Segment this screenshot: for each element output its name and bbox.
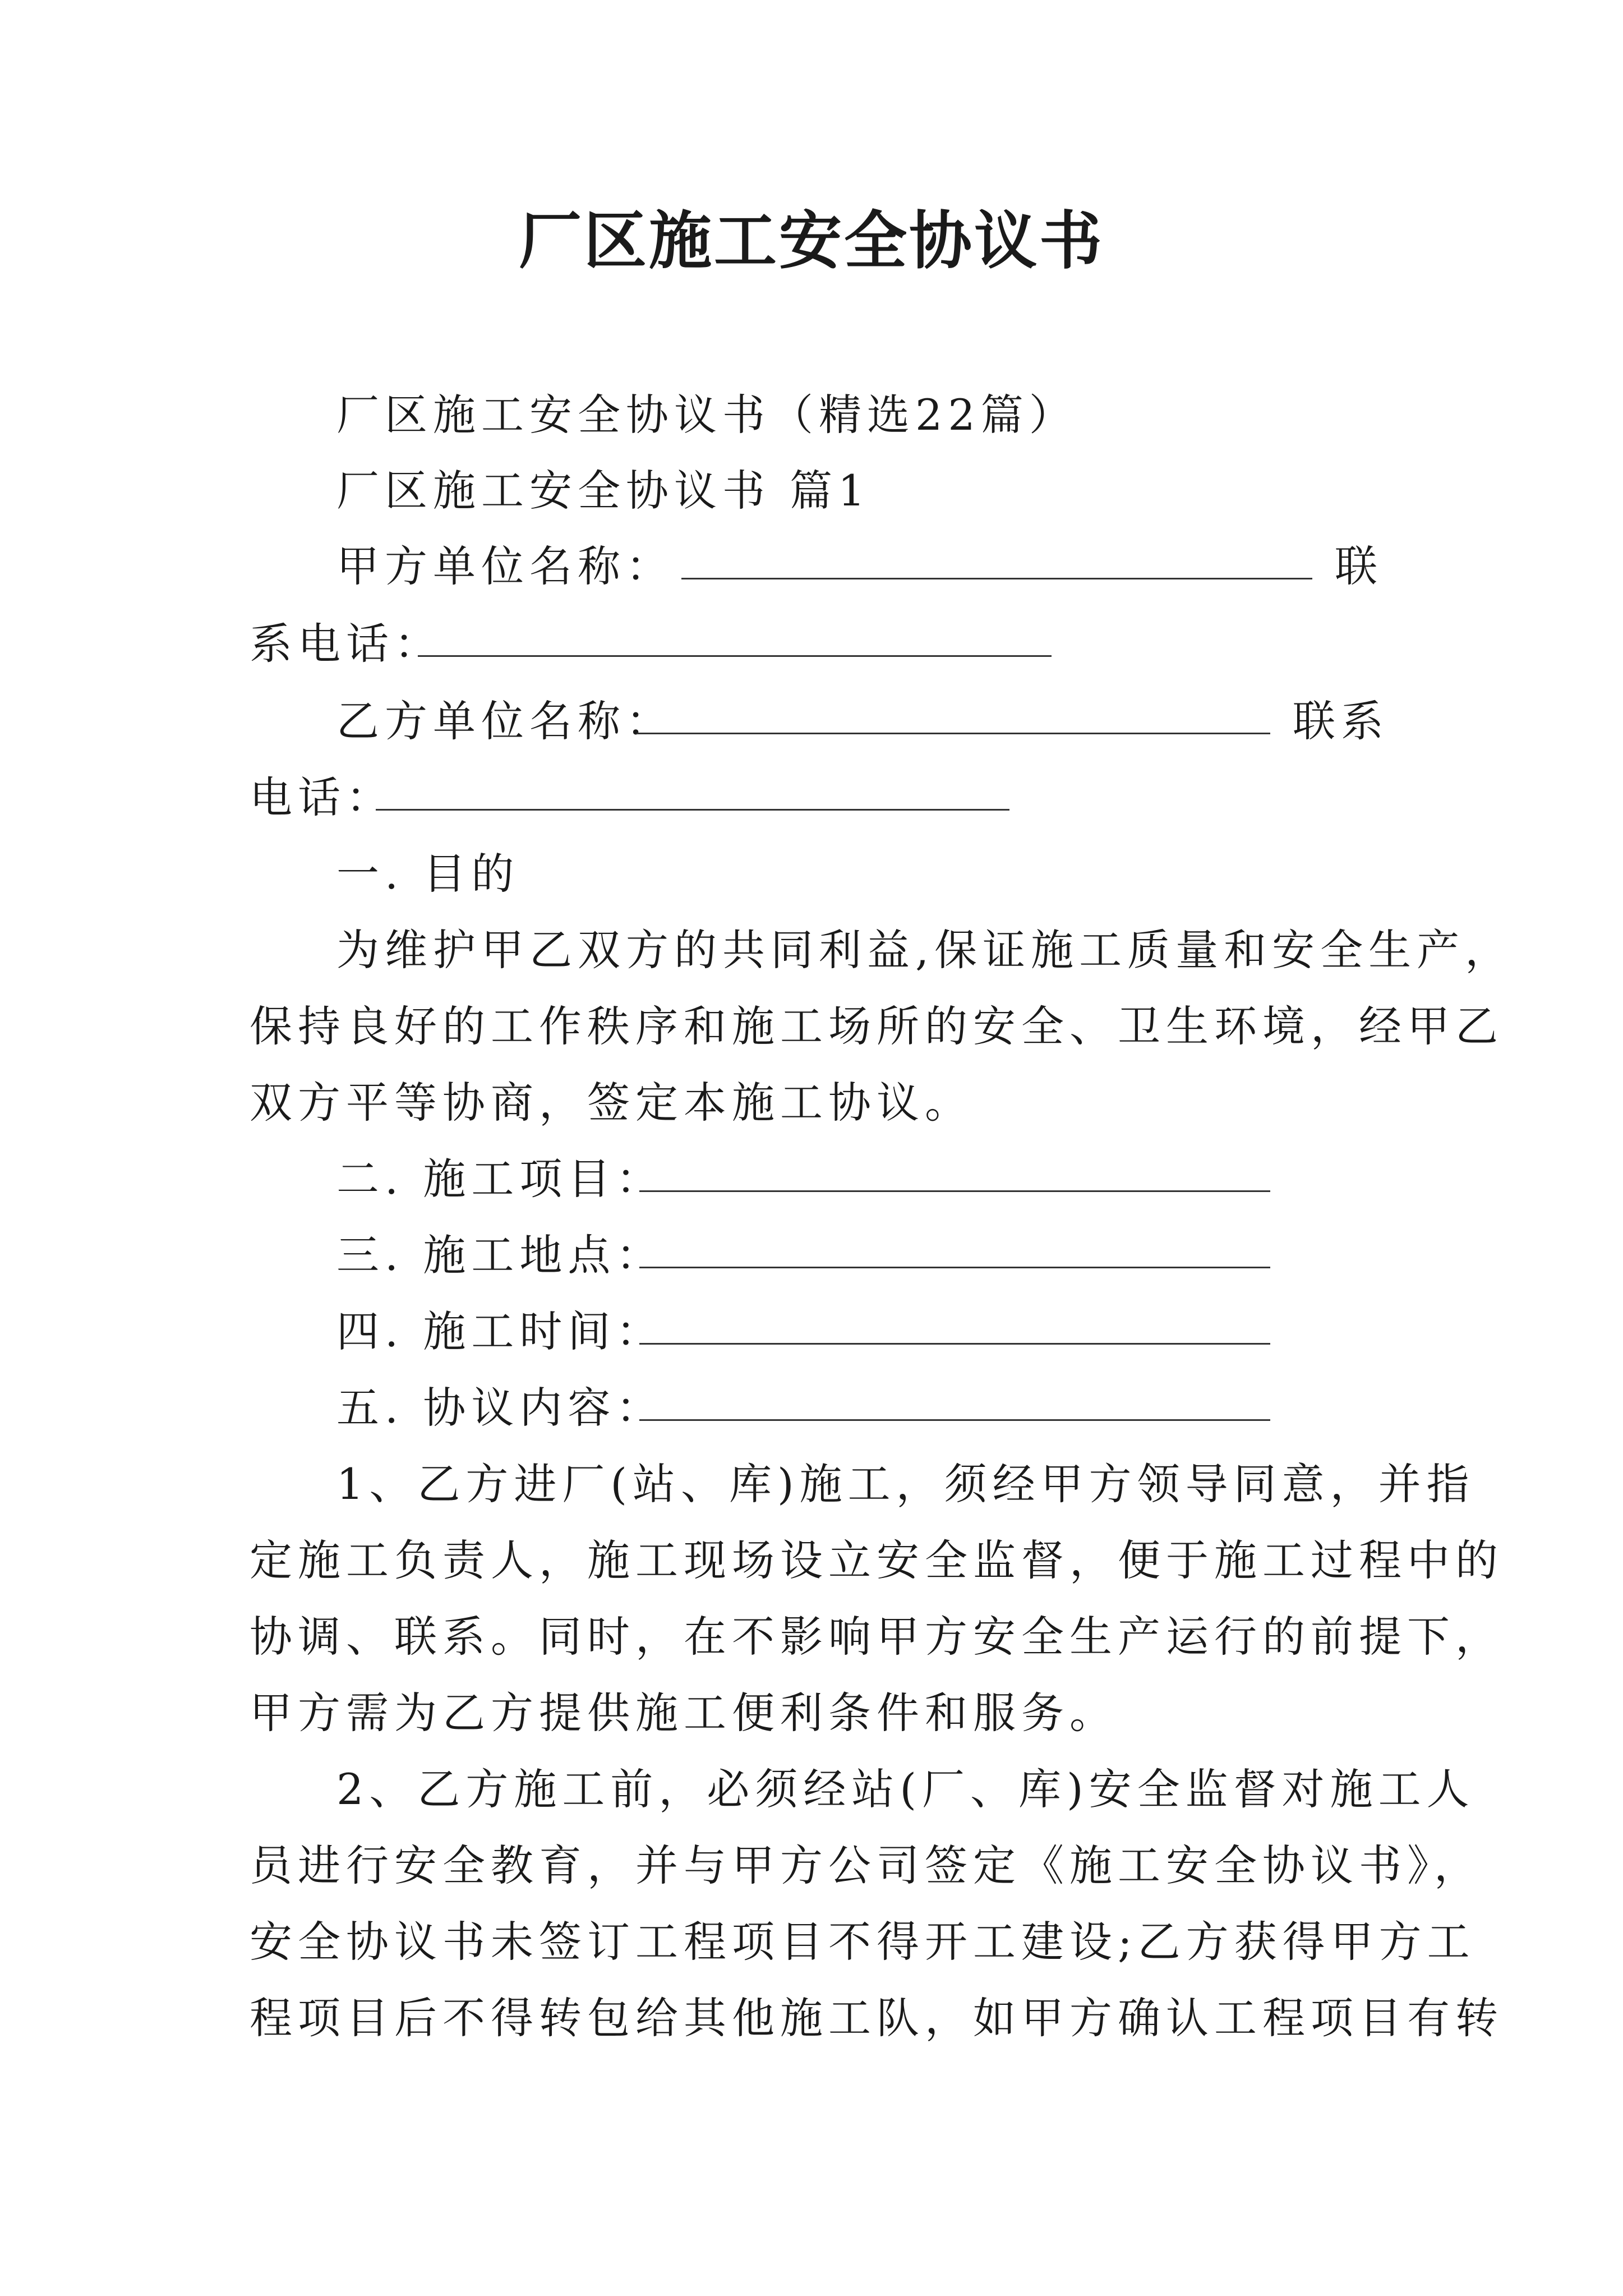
subtitle: 厂区施工安全协议书（精选22篇） — [336, 390, 1077, 440]
party-a-row — [336, 539, 674, 595]
party-a-phone-row — [250, 616, 442, 672]
party-b-label: 乙方单位名称： — [336, 696, 674, 746]
item-time-blank[interactable] — [639, 1304, 1270, 1345]
item-project-blank[interactable] — [639, 1151, 1270, 1192]
clause-1-line: 1、乙方进厂(站、库)施工，须经甲方领导同意，并指 — [336, 1459, 1475, 1509]
item-time: 四. 施工时间： — [336, 1306, 665, 1356]
party-a-phone-blank[interactable] — [418, 616, 1052, 657]
purpose-heading: 一. 目的 — [336, 849, 520, 899]
party-b-phone-blank[interactable] — [376, 770, 1009, 811]
purpose-line: 为维护甲乙双方的共同利益,保证施工质量和安全生产， — [336, 925, 1514, 975]
party-a-name-blank[interactable] — [681, 539, 1312, 579]
clause-2-line: 程项目后不得转包给其他施工队，如甲方确认工程项目有转 — [250, 1993, 1504, 2043]
clause-1-line: 协调、联系。同时，在不影响甲方安全生产运行的前提下， — [250, 1612, 1504, 1662]
clause-2-line: 安全协议书未签订工程项目不得开工建设;乙方获得甲方工 — [250, 1917, 1476, 1967]
party-b-name-blank[interactable] — [637, 693, 1270, 734]
party-b-row — [336, 693, 674, 749]
item-location: 三. 施工地点： — [336, 1230, 665, 1280]
clause-2-line: 2、乙方施工前，必须经站(厂、库)安全监督对施工人 — [336, 1764, 1475, 1814]
clause-1-line: 定施工负责人，施工现场设立安全监督，便于施工过程中的 — [250, 1535, 1504, 1585]
section-heading: 厂区施工安全协议书 篇1 — [336, 466, 871, 516]
party-a-tail: 联 — [1335, 541, 1383, 591]
clause-2-line: 员进行安全教育，并与甲方公司签定《施工安全协议书》， — [250, 1841, 1482, 1890]
party-a-label: 甲方单位名称： — [336, 541, 674, 591]
party-a-phone-label: 系电话： — [250, 619, 442, 669]
item-content-blank[interactable] — [639, 1380, 1270, 1421]
party-b-phone-label: 电话： — [250, 772, 394, 822]
item-project: 二. 施工项目： — [336, 1154, 665, 1204]
item-location-blank[interactable] — [639, 1227, 1270, 1268]
party-b-tail: 联系 — [1293, 696, 1389, 746]
clause-1-line: 甲方需为乙方提供施工便利条件和服务。 — [250, 1688, 1118, 1738]
purpose-line: 双方平等协商，签定本施工协议。 — [250, 1078, 973, 1128]
party-b-phone-row — [250, 770, 394, 826]
purpose-line: 保持良好的工作秩序和施工场所的安全、卫生环境，经甲乙 — [250, 1001, 1504, 1051]
item-content: 五. 协议内容： — [336, 1383, 665, 1433]
document-title: 厂区施工安全协议书 — [519, 204, 1104, 278]
